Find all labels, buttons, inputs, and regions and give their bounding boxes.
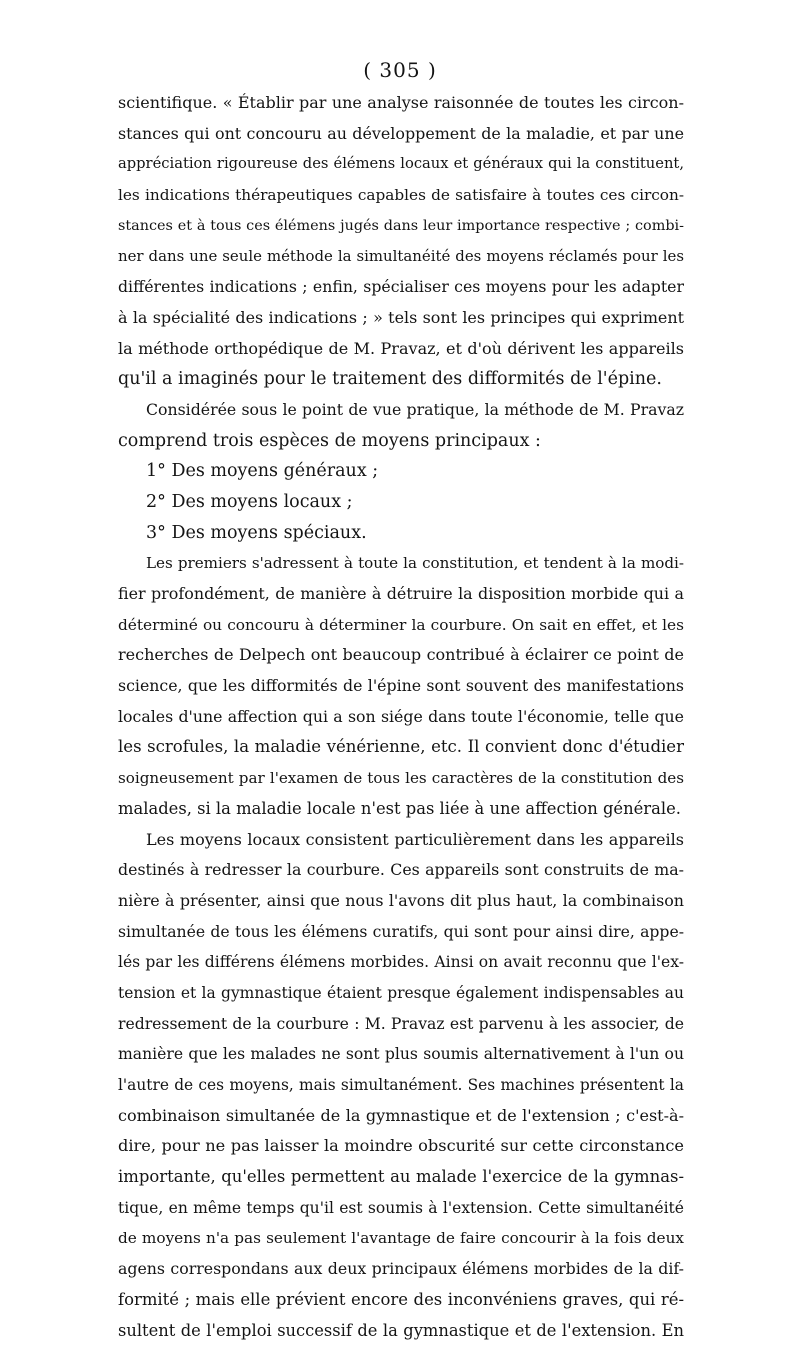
text-line: destinés à redresser la courbure. Ces appareils sont construits de ma- [118,855,684,886]
text-line: dire, pour ne pas laisser la moindre obscurité sur cette circonstance [118,1131,684,1162]
text-line: tique, en même temps qu'il est soumis à l'extension. Cette simultanéité [118,1193,684,1224]
body-text [118,88,684,1346]
text-line: différentes indications ; enfin, spécialiser ces moyens pour les adapter [118,272,684,303]
text-line: fier profondément, de manière à détruire la disposition morbide qui a [118,579,684,610]
text-line: comprend trois espèces de moyens principaux : [118,426,684,457]
text-line: manière que les malades ne sont plus soumis alternativement à l'un ou [118,1039,684,1070]
text-line: 3° Des moyens spéciaux. [118,518,684,549]
text-line: les indications thérapeutiques capables de satisfaire à toutes ces circon- [118,180,684,211]
text-line: les scrofules, la maladie vénérienne, etc. Il convient donc d'étudier [118,732,684,763]
text-line: Les moyens locaux consistent particulièrement dans les appareils [118,825,684,856]
text-line: 1° Des moyens généraux ; [118,456,684,487]
text-line: lés par les différens élémens morbides. Ainsi on avait reconnu que l'ex- [118,947,684,978]
text-line: locales d'une affection qui a son siége dans toute l'économie, telle que [118,702,684,733]
text-line: agens correspondans aux deux principaux élémens morbides de la dif- [118,1254,684,1285]
text-line: Considérée sous le point de vue pratique, la méthode de M. Pravaz [118,395,684,426]
text-line: sultent de l'emploi successif de la gymnastique et de l'extension. En [118,1316,684,1346]
text-line: soigneusement par l'examen de tous les caractères de la constitution des [118,763,684,794]
text-line: la méthode orthopédique de M. Pravaz, et d'où dérivent les appareils [118,334,684,365]
text-line: ner dans une seule méthode la simultanéité des moyens réclamés pour les [118,241,684,272]
text-line: appréciation rigoureuse des élémens locaux et généraux qui la constituent, [118,149,684,180]
text-line: nière à présenter, ainsi que nous l'avons dit plus haut, la combinaison [118,886,684,917]
text-line: science, que les difformités de l'épine sont souvent des manifestations [118,671,684,702]
text-line: l'autre de ces moyens, mais simultanément. Ses machines présentent la [118,1070,684,1101]
text-line: combinaison simultanée de la gymnastique et de l'extension ; c'est-à- [118,1101,684,1132]
text-line: 2° Des moyens locaux ; [118,487,684,518]
text-line: recherches de Delpech ont beaucoup contribué à éclairer ce point de [118,640,684,671]
text-line: qu'il a imaginés pour le traitement des difformités de l'épine. [118,364,684,395]
text-line: Les premiers s'adressent à toute la constitution, et tendent à la modi- [118,548,684,579]
text-line: malades, si la maladie locale n'est pas liée à une affection générale. [118,794,684,825]
text-line: tension et la gymnastique étaient presque également indispensables au [118,978,684,1009]
text-line: stances et à tous ces élémens jugés dans leur importance respective ; combi- [118,211,684,242]
text-line: formité ; mais elle prévient encore des inconvéniens graves, qui ré- [118,1285,684,1316]
text-line: importante, qu'elles permettent au malade l'exercice de la gymnas- [118,1162,684,1193]
text-line: redressement de la courbure : M. Pravaz est parvenu à les associer, de [118,1009,684,1040]
page-number: ( 305 ) [0,58,800,82]
text-line: scientifique. « Établir par une analyse raisonnée de toutes les circon- [118,88,684,119]
text-line: de moyens n'a pas seulement l'avantage de faire concourir à la fois deux [118,1223,684,1254]
text-line: simultanée de tous les élémens curatifs, qui sont pour ainsi dire, appe- [118,917,684,948]
text-line: à la spécialité des indications ; » tels sont les principes qui expriment [118,303,684,334]
text-line: stances qui ont concouru au développement de la maladie, et par une [118,119,684,150]
text-line: déterminé ou concouru à déterminer la courbure. On sait en effet, et les [118,610,684,641]
